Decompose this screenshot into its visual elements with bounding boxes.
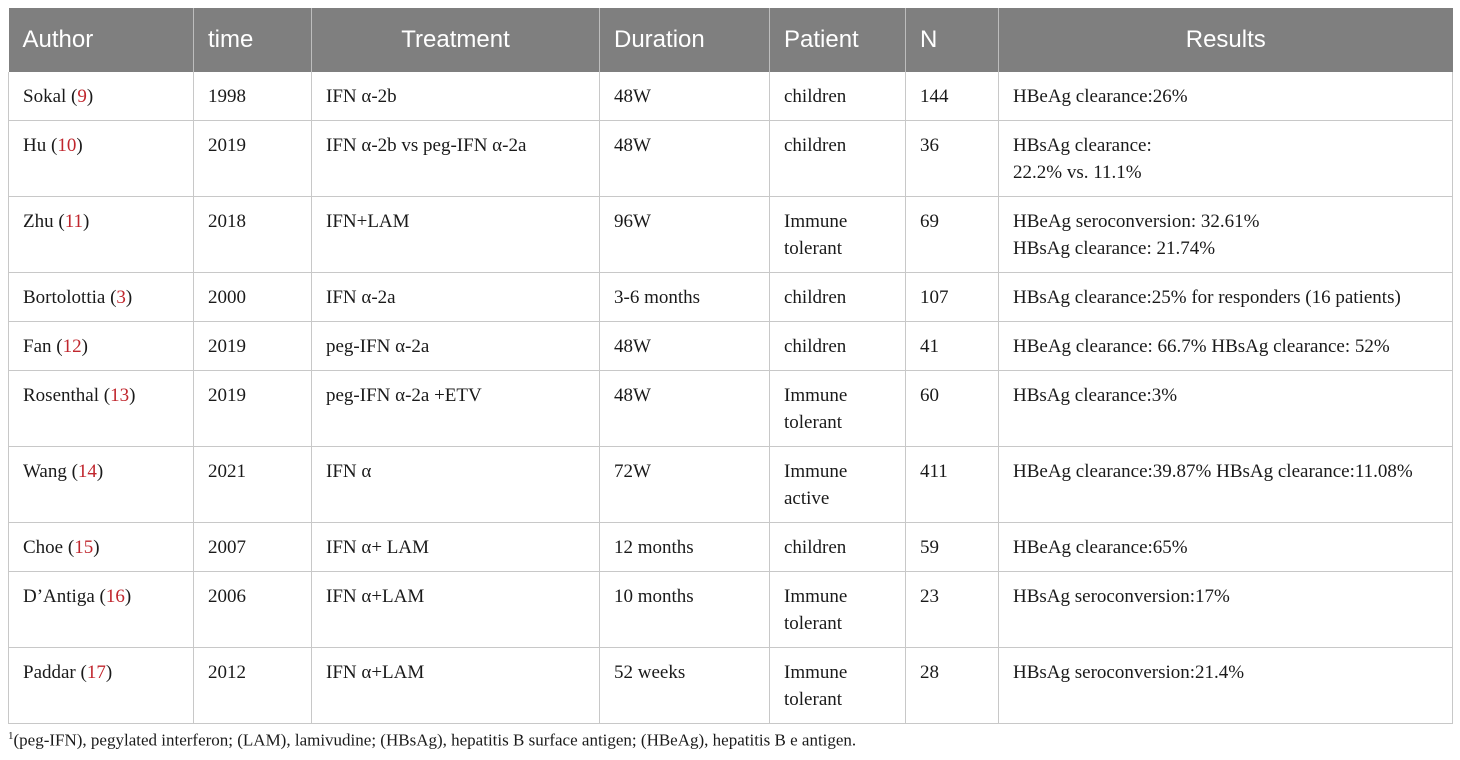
- cell-n: 411: [906, 447, 999, 523]
- cell-author: [9, 273, 194, 322]
- table-row: [9, 572, 1453, 648]
- results-line: HBsAg seroconversion:17%: [1013, 586, 1230, 607]
- results-line: HBeAg clearance:26%: [1013, 86, 1188, 107]
- cell-author: [9, 322, 194, 371]
- cell-patient: [770, 72, 906, 121]
- cell-n: 36: [906, 121, 999, 197]
- cell-duration: 48W: [600, 121, 770, 197]
- results-line: HBeAg seroconversion: 32.61%: [1013, 211, 1260, 232]
- patient-line: tolerant: [784, 238, 843, 259]
- patient-line: children: [784, 336, 847, 357]
- table-row: [9, 121, 1453, 197]
- cell-duration: 48W: [600, 72, 770, 121]
- author-name: Hu (: [23, 135, 58, 156]
- patient-line: Immune: [784, 461, 848, 482]
- author-paren: ): [105, 662, 113, 683]
- author-name: Rosenthal (: [23, 385, 111, 406]
- header-patient: Patient: [770, 8, 906, 72]
- table-row: [9, 322, 1453, 371]
- results-line: HBeAg clearance:65%: [1013, 537, 1188, 558]
- reference-link[interactable]: 10: [57, 135, 77, 156]
- author-name: Bortolottia (: [23, 287, 117, 308]
- cell-time: 2007: [194, 523, 312, 572]
- cell-n: 144: [906, 72, 999, 121]
- cell-results: [999, 572, 1453, 648]
- results-line: HBsAg clearance:: [1013, 135, 1152, 156]
- table-row: [9, 648, 1453, 724]
- header-row: [9, 8, 1453, 72]
- cell-author: [9, 371, 194, 447]
- author-paren: ): [124, 586, 132, 607]
- cell-results: [999, 523, 1453, 572]
- cell-treatment: IFN α+LAM: [312, 648, 600, 724]
- author-paren: ): [96, 461, 104, 482]
- cell-treatment: IFN α-2b vs peg-IFN α-2a: [312, 121, 600, 197]
- cell-author: [9, 121, 194, 197]
- cell-n: 69: [906, 197, 999, 273]
- cell-duration: 48W: [600, 371, 770, 447]
- cell-time: 1998: [194, 72, 312, 121]
- cell-duration: 72W: [600, 447, 770, 523]
- table-row: [9, 371, 1453, 447]
- author-name: Zhu (: [23, 211, 65, 232]
- results-line: HBsAg seroconversion:21.4%: [1013, 662, 1245, 683]
- cell-patient: [770, 371, 906, 447]
- cell-results: [999, 322, 1453, 371]
- cell-time: 2006: [194, 572, 312, 648]
- cell-patient: [770, 322, 906, 371]
- cell-treatment: IFN α-2a: [312, 273, 600, 322]
- table-row: [9, 273, 1453, 322]
- patient-line: tolerant: [784, 613, 843, 634]
- results-line: HBsAg clearance:25% for responders (16 patients): [1013, 287, 1401, 308]
- cell-duration: 48W: [600, 322, 770, 371]
- table-row: [9, 197, 1453, 273]
- cell-results: [999, 197, 1453, 273]
- results-line: HBsAg clearance:3%: [1013, 385, 1178, 406]
- reference-link[interactable]: 14: [77, 461, 97, 482]
- author-paren: ): [86, 86, 94, 107]
- cell-author: [9, 648, 194, 724]
- reference-link[interactable]: 16: [105, 586, 125, 607]
- cell-n: 60: [906, 371, 999, 447]
- table-row: [9, 72, 1453, 121]
- footnote-text: (peg-IFN), pegylated interferon; (LAM), lamivudine; (HBsAg), hepatitis B surface antigen; (HBeAg), hepatitis B e antigen.: [13, 730, 857, 750]
- cell-time: 2012: [194, 648, 312, 724]
- table-row: [9, 447, 1453, 523]
- reference-link[interactable]: 11: [64, 211, 83, 232]
- treatment-results-table: [8, 8, 1453, 724]
- header-author: Author: [9, 8, 194, 72]
- footnote-marker: 1: [8, 730, 14, 742]
- patient-line: tolerant: [784, 689, 843, 710]
- reference-link[interactable]: 17: [86, 662, 106, 683]
- results-line: HBsAg clearance: 21.74%: [1013, 238, 1216, 259]
- patient-line: Immune: [784, 211, 848, 232]
- patient-line: children: [784, 135, 847, 156]
- reference-link[interactable]: 15: [74, 537, 94, 558]
- cell-time: 2000: [194, 273, 312, 322]
- reference-link[interactable]: 3: [116, 287, 126, 308]
- cell-patient: [770, 273, 906, 322]
- cell-duration: 96W: [600, 197, 770, 273]
- cell-patient: [770, 121, 906, 197]
- cell-duration: 3-6 months: [600, 273, 770, 322]
- cell-treatment: IFN+LAM: [312, 197, 600, 273]
- table-row: [9, 523, 1453, 572]
- results-line: HBeAg clearance:39.87% HBsAg clearance:11.08%: [1013, 461, 1413, 482]
- cell-duration: 12 months: [600, 523, 770, 572]
- header-duration: Duration: [600, 8, 770, 72]
- cell-n: 23: [906, 572, 999, 648]
- results-line: 22.2% vs. 11.1%: [1013, 162, 1142, 183]
- results-line: HBeAg clearance: 66.7% HBsAg clearance: 52%: [1013, 336, 1390, 357]
- cell-n: 28: [906, 648, 999, 724]
- reference-link[interactable]: 13: [110, 385, 130, 406]
- header-results: Results: [999, 8, 1453, 72]
- cell-treatment: peg-IFN α-2a: [312, 322, 600, 371]
- author-name: Wang (: [23, 461, 78, 482]
- patient-line: Immune: [784, 385, 848, 406]
- author-paren: ): [76, 135, 83, 156]
- cell-time: 2019: [194, 322, 312, 371]
- patient-line: active: [784, 488, 830, 509]
- patient-line: children: [784, 537, 847, 558]
- cell-results: [999, 371, 1453, 447]
- cell-patient: [770, 197, 906, 273]
- author-name: Paddar (: [23, 662, 87, 683]
- cell-n: 41: [906, 322, 999, 371]
- cell-treatment: IFN α: [312, 447, 600, 523]
- author-name: Fan (: [23, 336, 63, 357]
- results-table-container: [8, 8, 1452, 724]
- cell-patient: [770, 572, 906, 648]
- patient-line: children: [784, 86, 847, 107]
- cell-author: [9, 572, 194, 648]
- table-body: [9, 72, 1453, 724]
- author-paren: ): [82, 211, 90, 232]
- patient-line: tolerant: [784, 412, 843, 433]
- cell-duration: 52 weeks: [600, 648, 770, 724]
- cell-treatment: peg-IFN α-2a +ETV: [312, 371, 600, 447]
- cell-patient: [770, 447, 906, 523]
- author-paren: ): [125, 287, 133, 308]
- cell-patient: [770, 648, 906, 724]
- author-paren: ): [129, 385, 136, 406]
- patient-line: Immune: [784, 662, 848, 683]
- header-time: time: [194, 8, 312, 72]
- cell-results: [999, 447, 1453, 523]
- patient-line: children: [784, 287, 847, 308]
- cell-patient: [770, 523, 906, 572]
- cell-time: 2019: [194, 121, 312, 197]
- reference-link[interactable]: 12: [62, 336, 82, 357]
- cell-author: [9, 447, 194, 523]
- cell-treatment: IFN α+ LAM: [312, 523, 600, 572]
- cell-n: 59: [906, 523, 999, 572]
- author-paren: ): [93, 537, 100, 558]
- cell-author: [9, 523, 194, 572]
- cell-time: 2018: [194, 197, 312, 273]
- patient-line: Immune: [784, 586, 848, 607]
- author-name: Choe (: [23, 537, 75, 558]
- cell-treatment: IFN α+LAM: [312, 572, 600, 648]
- cell-treatment: IFN α-2b: [312, 72, 600, 121]
- header-n: N: [906, 8, 999, 72]
- cell-results: [999, 121, 1453, 197]
- cell-author: [9, 197, 194, 273]
- cell-duration: 10 months: [600, 572, 770, 648]
- author-name: D’Antiga (: [23, 586, 106, 607]
- cell-author: [9, 72, 194, 121]
- table-footnote: [8, 730, 856, 751]
- reference-link[interactable]: 9: [77, 86, 87, 107]
- cell-n: 107: [906, 273, 999, 322]
- cell-results: [999, 72, 1453, 121]
- author-name: Sokal (: [23, 86, 78, 107]
- cell-time: 2021: [194, 447, 312, 523]
- author-paren: ): [81, 336, 88, 357]
- cell-results: [999, 648, 1453, 724]
- cell-results: [999, 273, 1453, 322]
- header-treatment: Treatment: [312, 8, 600, 72]
- cell-time: 2019: [194, 371, 312, 447]
